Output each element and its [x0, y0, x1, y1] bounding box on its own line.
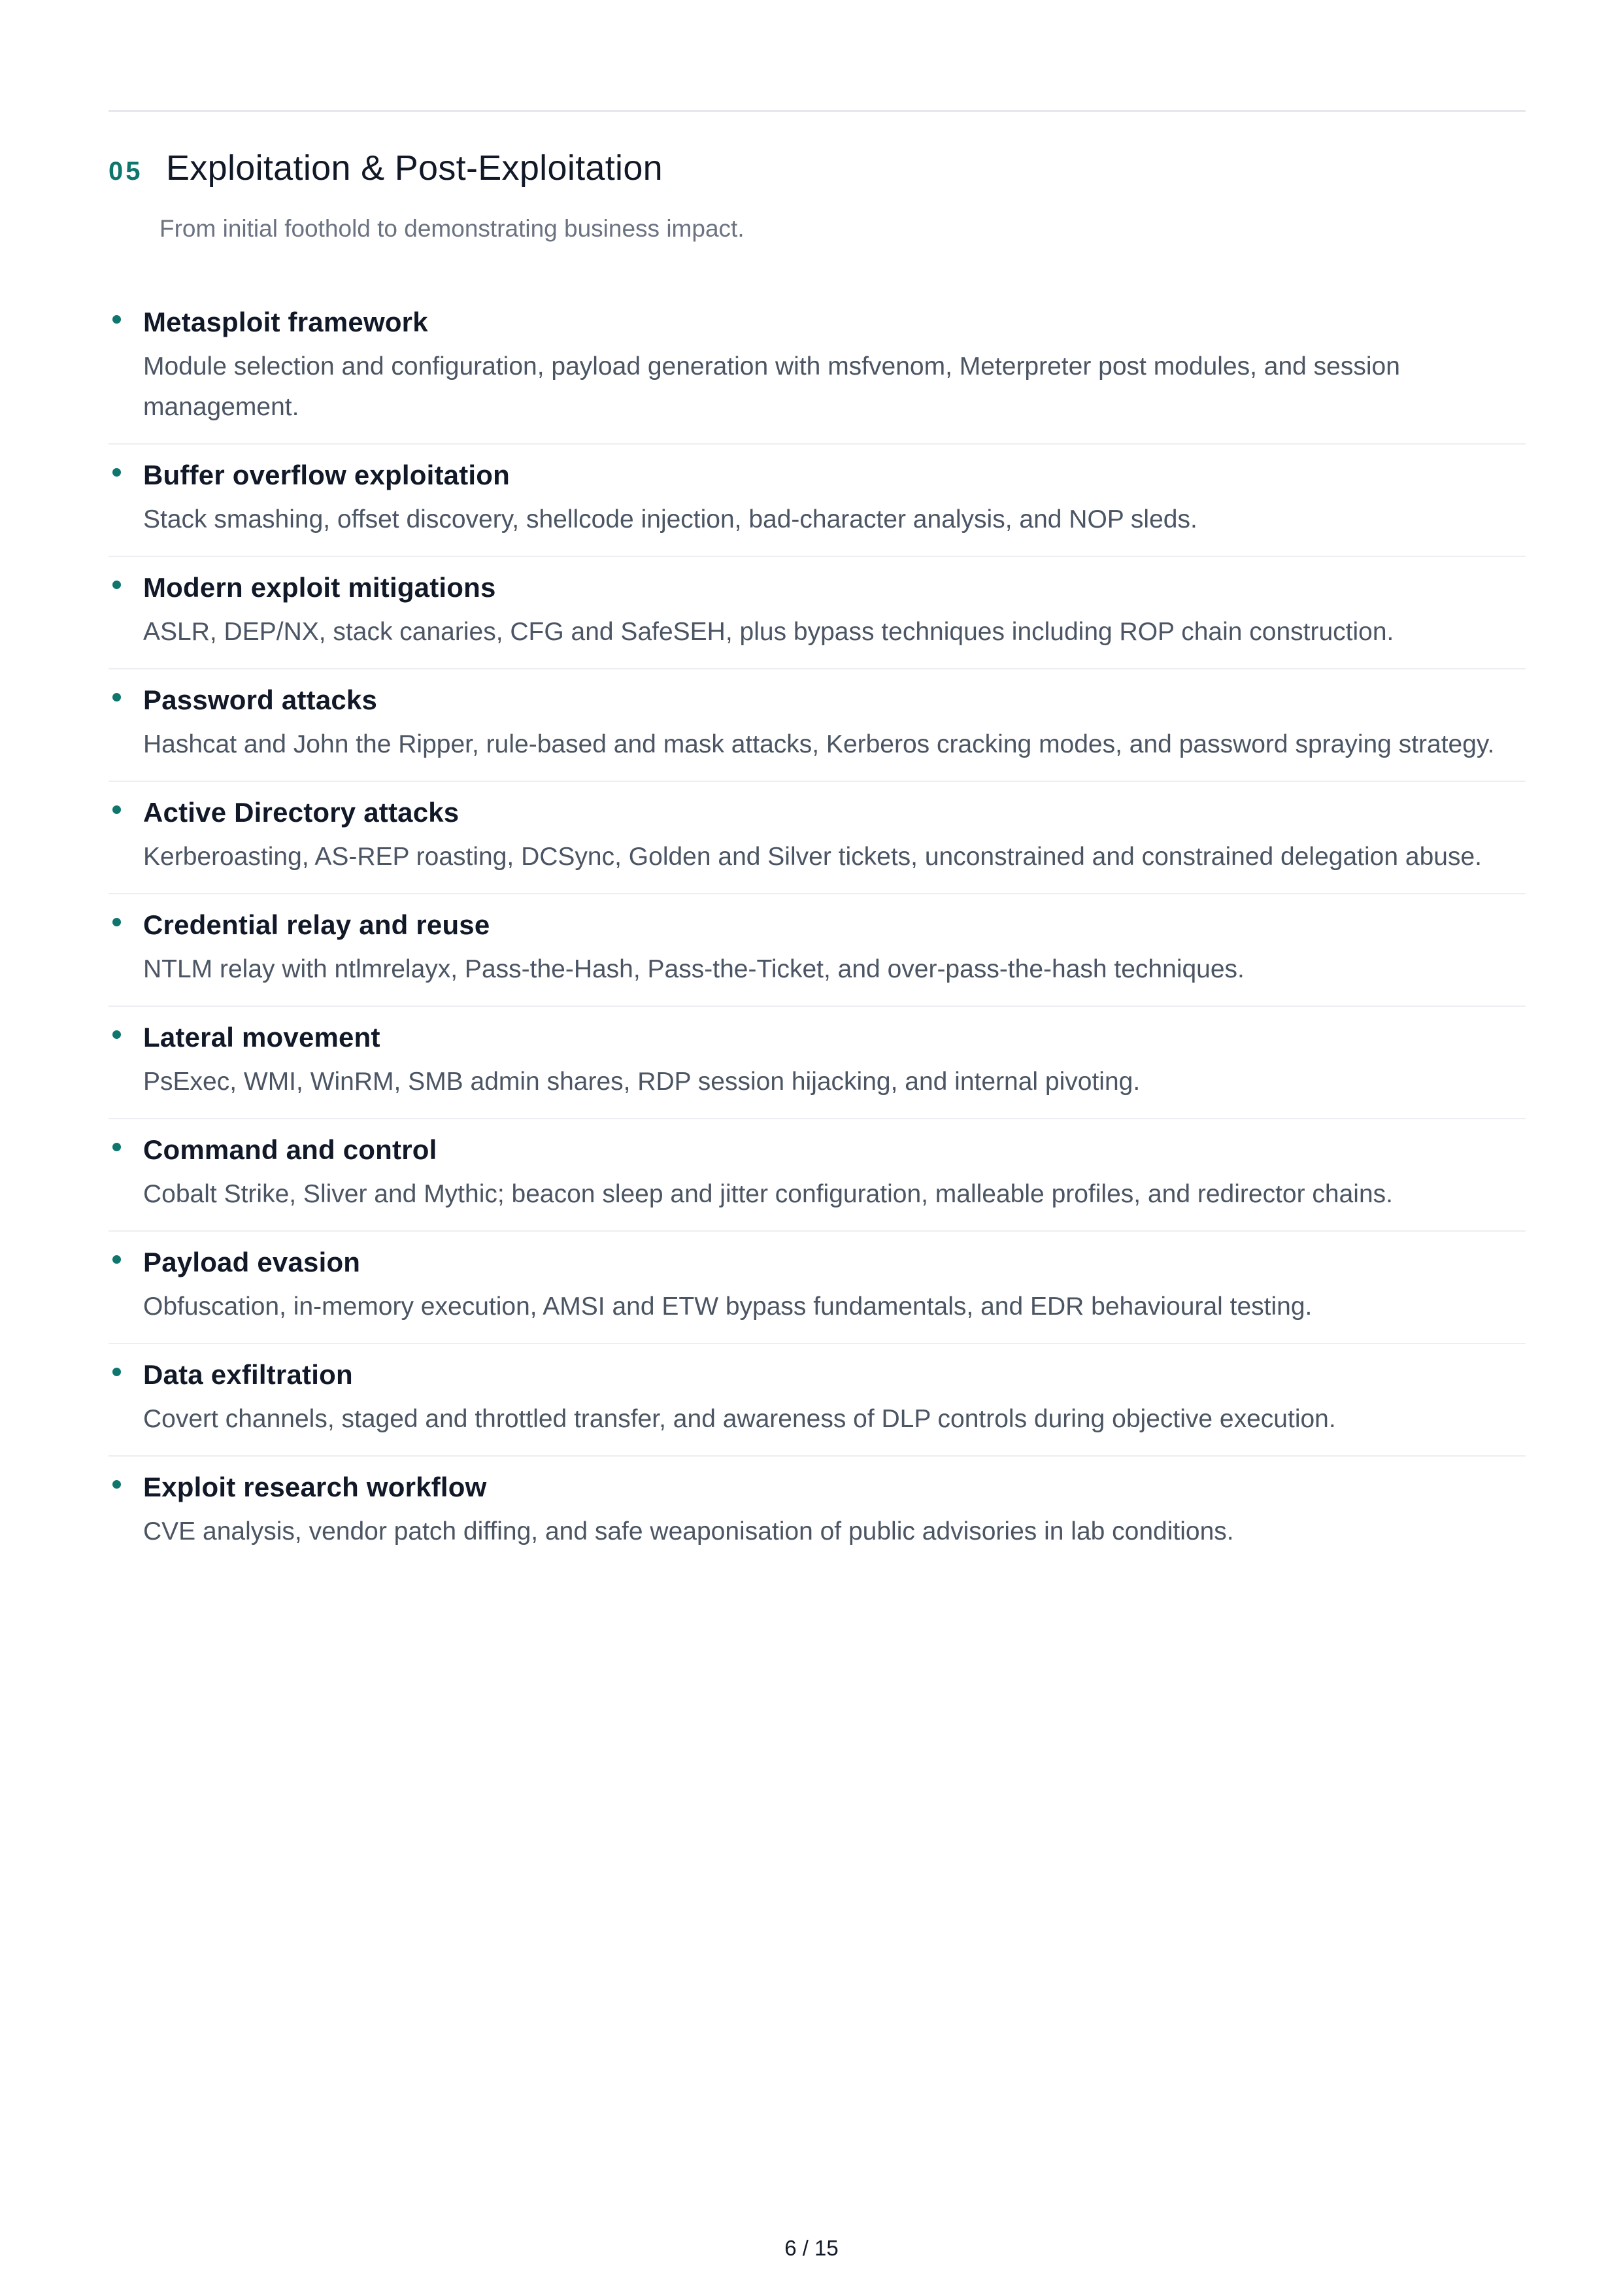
- item-title: Lateral movement: [143, 1022, 380, 1053]
- list-item: [109, 1344, 1526, 1457]
- item-description: Covert channels, staged and throttled transfer, and awareness of DLP controls during objective execution.: [143, 1405, 1336, 1433]
- top-divider: [109, 110, 1526, 112]
- item-description: Cobalt Strike, Sliver and Mythic; beacon sleep and jitter configuration, malleable profiles, and redirector chains.: [143, 1180, 1393, 1208]
- list-item: [109, 1119, 1526, 1232]
- bullet-icon: [112, 581, 121, 589]
- bullet-icon: [112, 1368, 121, 1376]
- item-title: Buffer overflow exploitation: [143, 460, 510, 490]
- item-title: Data exfiltration: [143, 1359, 353, 1390]
- bullet-icon: [112, 1480, 121, 1489]
- list-item: [109, 557, 1526, 669]
- item-description: CVE analysis, vendor patch diffing, and safe weaponisation of public advisories in lab conditions.: [143, 1517, 1234, 1545]
- bullet-icon: [112, 918, 121, 926]
- list-item: [109, 1007, 1526, 1119]
- item-title: Exploit research workflow: [143, 1472, 487, 1502]
- section-subtitle: From initial foothold to demonstrating business impact.: [159, 215, 745, 242]
- item-title: Metasploit framework: [143, 307, 428, 337]
- item-description: Module selection and configuration, payload generation with msfvenom, Meterpreter post modules, and session management.: [143, 352, 1400, 421]
- topic-list: [109, 292, 1526, 1568]
- section-number: 05: [109, 157, 143, 186]
- item-description: Hashcat and John the Ripper, rule-based and mask attacks, Kerberos cracking modes, and password spraying strategy.: [143, 730, 1495, 758]
- item-description: Stack smashing, offset discovery, shellcode injection, bad-character analysis, and NOP sleds.: [143, 505, 1197, 533]
- item-title: Payload evasion: [143, 1247, 361, 1277]
- list-item: [109, 669, 1526, 782]
- bullet-icon: [112, 805, 121, 814]
- item-title: Password attacks: [143, 684, 378, 715]
- item-title: Active Directory attacks: [143, 797, 460, 828]
- bullet-icon: [112, 1255, 121, 1264]
- item-description: NTLM relay with ntlmrelayx, Pass-the-Hash, Pass-the-Ticket, and over-pass-the-hash techniques.: [143, 955, 1245, 983]
- page-number: 6 / 15: [784, 2236, 839, 2260]
- list-item: [109, 445, 1526, 557]
- item-description: Kerberoasting, AS-REP roasting, DCSync, Golden and Silver tickets, unconstrained and constrained delegation abuse.: [143, 843, 1482, 871]
- list-item: [109, 1457, 1526, 1568]
- bullet-icon: [112, 315, 121, 324]
- list-item: [109, 782, 1526, 894]
- section-title: Exploitation & Post-Exploitation: [166, 148, 663, 188]
- bullet-icon: [112, 468, 121, 477]
- item-title: Modern exploit mitigations: [143, 572, 496, 603]
- item-description: PsExec, WMI, WinRM, SMB admin shares, RDP session hijacking, and internal pivoting.: [143, 1068, 1141, 1096]
- bullet-icon: [112, 1030, 121, 1039]
- bullet-icon: [112, 693, 121, 701]
- item-title: Command and control: [143, 1134, 437, 1165]
- list-item: [109, 894, 1526, 1007]
- list-item: [109, 1232, 1526, 1344]
- bullet-icon: [112, 1143, 121, 1151]
- section-header: [109, 148, 1526, 188]
- list-item: [109, 292, 1526, 445]
- item-title: Credential relay and reuse: [143, 909, 490, 940]
- item-description: Obfuscation, in-memory execution, AMSI and ETW bypass fundamentals, and EDR behavioural testing.: [143, 1292, 1313, 1321]
- item-description: ASLR, DEP/NX, stack canaries, CFG and SafeSEH, plus bypass techniques including ROP chain construction.: [143, 618, 1394, 646]
